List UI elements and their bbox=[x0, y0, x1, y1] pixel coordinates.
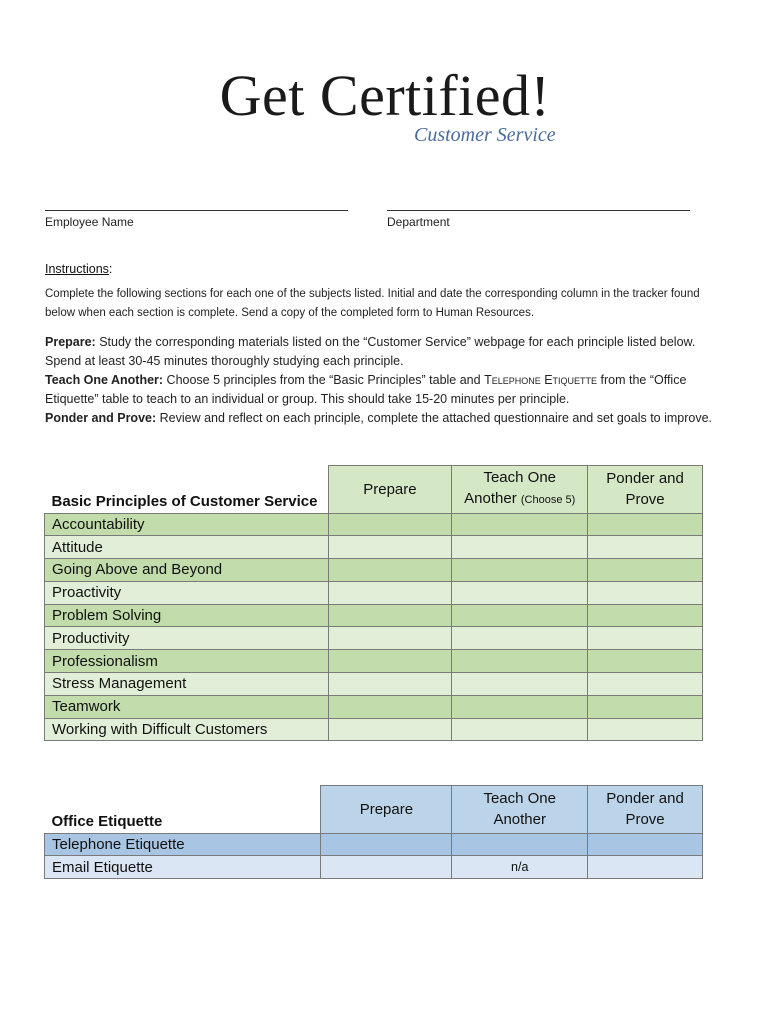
ponder-cell[interactable] bbox=[588, 513, 703, 536]
ponder-cell[interactable] bbox=[588, 833, 703, 856]
teach-cell[interactable] bbox=[452, 513, 588, 536]
teach-cell[interactable] bbox=[452, 627, 588, 650]
prepare-cell[interactable] bbox=[328, 627, 452, 650]
col-ponder: Ponder and Prove bbox=[588, 466, 703, 514]
prepare-cell[interactable] bbox=[328, 673, 452, 696]
table-row bbox=[45, 718, 703, 741]
prepare-cell[interactable] bbox=[328, 718, 452, 741]
row-label: Accountability bbox=[45, 513, 329, 536]
table-row bbox=[45, 513, 703, 536]
teach-cell[interactable] bbox=[452, 718, 588, 741]
table-row bbox=[45, 673, 703, 696]
page-subtitle: Customer Service bbox=[414, 124, 556, 146]
teach-cell[interactable] bbox=[452, 673, 588, 696]
ponder-cell[interactable] bbox=[588, 718, 703, 741]
prepare-cell[interactable] bbox=[328, 650, 452, 673]
office-etiquette-table bbox=[44, 785, 703, 879]
row-label: Proactivity bbox=[45, 581, 329, 604]
table-header-row bbox=[45, 786, 703, 834]
office-table-title: Office Etiquette bbox=[45, 786, 321, 834]
table-row bbox=[45, 856, 703, 879]
table-header-row bbox=[45, 466, 703, 514]
ponder-cell[interactable] bbox=[588, 856, 703, 879]
prepare-cell[interactable] bbox=[328, 559, 452, 582]
employee-name-label: Employee Name bbox=[45, 215, 134, 229]
prepare-cell[interactable] bbox=[328, 536, 452, 559]
row-label: Working with Difficult Customers bbox=[45, 718, 329, 741]
instructions-intro: Complete the following sections for each one of the subjects listed. Initial and date the corresponding column in the tracker found below when each section is complete. Send a copy of the completed form to Human Resources. bbox=[45, 288, 700, 319]
prepare-cell[interactable] bbox=[321, 856, 452, 879]
ponder-cell[interactable] bbox=[588, 627, 703, 650]
teach-cell[interactable] bbox=[452, 536, 588, 559]
col-prepare: Prepare bbox=[321, 786, 452, 834]
teach-label: Teach One Another: bbox=[45, 373, 164, 387]
table-row bbox=[45, 695, 703, 718]
ponder-cell[interactable] bbox=[588, 581, 703, 604]
teach-cell[interactable] bbox=[452, 559, 588, 582]
prepare-cell[interactable] bbox=[328, 513, 452, 536]
prepare-cell[interactable] bbox=[321, 833, 452, 856]
table-row bbox=[45, 559, 703, 582]
col-teach: Teach One Another (Choose 5) bbox=[452, 466, 588, 514]
row-label: Attitude bbox=[45, 536, 329, 559]
table-row bbox=[45, 627, 703, 650]
ponder-cell[interactable] bbox=[588, 695, 703, 718]
basic-principles-table bbox=[44, 465, 703, 741]
ponder-cell[interactable] bbox=[588, 604, 703, 627]
col-prepare: Prepare bbox=[328, 466, 452, 514]
row-label: Professionalism bbox=[45, 650, 329, 673]
department-label: Department bbox=[387, 215, 450, 229]
teach-cell[interactable] bbox=[452, 695, 588, 718]
instructions-steps: Prepare: Study the corresponding materials listed on the “Customer Service” webpage for each principle listed below. Spend at least 30-45 minutes thoroughly studying each principle. Teach One Another: Choose 5 principles from the “Basic Principles” table and Telephone Etiquette from the “Office Etiquette” table to teach to an individual or group. This should take 15-20 minutes per principle. Ponder and Prove: Review and reflect on each principle, complete the attached questionnaire and set goals to improve. bbox=[45, 335, 713, 425]
col-teach: Teach One Another bbox=[452, 786, 588, 834]
prepare-cell[interactable] bbox=[328, 581, 452, 604]
prepare-cell[interactable] bbox=[328, 604, 452, 627]
table-row bbox=[45, 833, 703, 856]
teach-cell[interactable] bbox=[452, 581, 588, 604]
table-row bbox=[45, 581, 703, 604]
ponder-cell[interactable] bbox=[588, 559, 703, 582]
row-label: Going Above and Beyond bbox=[45, 559, 329, 582]
ponder-label: Ponder and Prove: bbox=[45, 411, 157, 425]
row-label: Stress Management bbox=[45, 673, 329, 696]
page-title: Get Certified! bbox=[219, 63, 551, 128]
row-label: Teamwork bbox=[45, 695, 329, 718]
row-label: Email Etiquette bbox=[45, 856, 321, 879]
teach-cell-na: n/a bbox=[452, 856, 588, 879]
row-label: Telephone Etiquette bbox=[45, 833, 321, 856]
table-row bbox=[45, 604, 703, 627]
ponder-cell[interactable] bbox=[588, 536, 703, 559]
instructions-heading: Instructions: bbox=[45, 262, 113, 276]
row-label: Productivity bbox=[45, 627, 329, 650]
department-line[interactable] bbox=[387, 210, 690, 211]
prepare-cell[interactable] bbox=[328, 695, 452, 718]
table-row bbox=[45, 536, 703, 559]
table-row bbox=[45, 650, 703, 673]
ponder-cell[interactable] bbox=[588, 673, 703, 696]
col-ponder: Ponder and Prove bbox=[588, 786, 703, 834]
ponder-cell[interactable] bbox=[588, 650, 703, 673]
basic-table-title: Basic Principles of Customer Service bbox=[45, 466, 329, 514]
employee-name-line[interactable] bbox=[45, 210, 348, 211]
row-label: Problem Solving bbox=[45, 604, 329, 627]
teach-cell[interactable] bbox=[452, 650, 588, 673]
teach-cell[interactable] bbox=[452, 604, 588, 627]
teach-cell[interactable] bbox=[452, 833, 588, 856]
prepare-label: Prepare: bbox=[45, 335, 96, 349]
